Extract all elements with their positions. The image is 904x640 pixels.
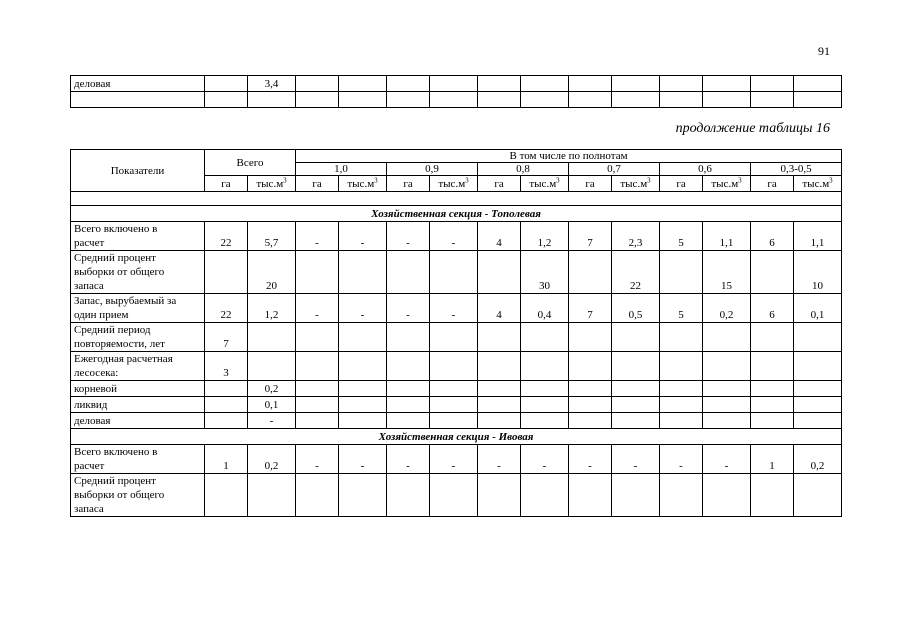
table-cell (521, 352, 569, 381)
table-cell (205, 251, 248, 294)
row-label: Средний процент выборки от общего запаса (71, 474, 205, 517)
table-cell (703, 474, 751, 517)
header-density: 0,7 (569, 163, 660, 176)
table-cell (339, 474, 387, 517)
table-cell (478, 474, 521, 517)
table-cell: 20 (248, 251, 296, 294)
table-cell (478, 352, 521, 381)
header-unit-volume: $тыс.м^3$ (794, 176, 842, 192)
table-cell: - (339, 445, 387, 474)
table-cell: - (296, 445, 339, 474)
row-label: Запас, вырубаемый за один прием (71, 294, 205, 323)
table-cell (478, 251, 521, 294)
table-cell (569, 381, 612, 397)
table-row (71, 474, 842, 517)
table-cell (478, 323, 521, 352)
header-density: 0,3-0,5 (751, 163, 842, 176)
table-cell: 22 (205, 222, 248, 251)
table-cell: 6 (751, 294, 794, 323)
table-cell (703, 413, 751, 429)
header-unit-ha: га (660, 176, 703, 192)
table-cell (339, 397, 387, 413)
table-cell: 10 (794, 251, 842, 294)
table-cell (794, 474, 842, 517)
table-row (71, 445, 842, 474)
table-cell (430, 352, 478, 381)
table-cell: 6 (751, 222, 794, 251)
table-cell (751, 474, 794, 517)
table-cell (612, 352, 660, 381)
table-cell: - (569, 445, 612, 474)
table-cell: - (339, 222, 387, 251)
table-cell: - (296, 222, 339, 251)
table-cell (703, 352, 751, 381)
table-cell: 1,1 (794, 222, 842, 251)
header-unit-ha: га (387, 176, 430, 192)
table-cell (387, 323, 430, 352)
table-cell (521, 381, 569, 397)
table-cell: - (248, 413, 296, 429)
table-cell (430, 381, 478, 397)
header-unit-ha: га (569, 176, 612, 192)
table-cell: 22 (612, 251, 660, 294)
table-cell (569, 352, 612, 381)
table-cell (703, 397, 751, 413)
table-cell (296, 413, 339, 429)
table-cell (296, 474, 339, 517)
table-cell (751, 251, 794, 294)
table-cell (660, 381, 703, 397)
table-cell: 5,7 (248, 222, 296, 251)
table-cell: 1 (205, 445, 248, 474)
table-row (71, 397, 842, 413)
table-cell (387, 397, 430, 413)
table-cell: 0,1 (794, 294, 842, 323)
header-unit-ha: га (751, 176, 794, 192)
table-cell (569, 413, 612, 429)
table-cell: 1,2 (248, 294, 296, 323)
table-cell: 0,2 (703, 294, 751, 323)
header-density: 0,6 (660, 163, 751, 176)
table-cell (430, 413, 478, 429)
header-unit-volume: $тыс.м^3$ (612, 176, 660, 192)
row-label: Всего включено в расчет (71, 222, 205, 251)
table-cell: 15 (703, 251, 751, 294)
table-cell (339, 323, 387, 352)
row-label: Ежегодная расчетная лесосека: (71, 352, 205, 381)
table-cell: 1,2 (521, 222, 569, 251)
table-cell (569, 251, 612, 294)
header-by-density: В том числе по полнотам (296, 150, 842, 163)
table-cell (660, 397, 703, 413)
table-cell: - (387, 294, 430, 323)
table-cell: - (478, 445, 521, 474)
header-density: 0,9 (387, 163, 478, 176)
table-cell (703, 323, 751, 352)
table-cell: - (703, 445, 751, 474)
table-cell (339, 413, 387, 429)
table-cell (660, 323, 703, 352)
table-cell: - (387, 222, 430, 251)
header-density: 1,0 (296, 163, 387, 176)
table-cell (205, 413, 248, 429)
table-cell (612, 381, 660, 397)
table-cell: 5 (660, 222, 703, 251)
table-cell (794, 381, 842, 397)
table-cell: 1 (751, 445, 794, 474)
table-cell: 4 (478, 294, 521, 323)
header-unit-volume: $тыс.м^3$ (430, 176, 478, 192)
table-cell: - (612, 445, 660, 474)
table-cell (521, 323, 569, 352)
table-cell: 22 (205, 294, 248, 323)
table-cell (387, 381, 430, 397)
blank-row (71, 192, 842, 206)
table-cell (248, 323, 296, 352)
header-indicators: Показатели (71, 150, 205, 192)
table-cell (296, 323, 339, 352)
table-cell (521, 413, 569, 429)
table-row (71, 381, 842, 397)
page-number: 91 (818, 44, 830, 58)
table-cell: 1,1 (703, 222, 751, 251)
row-value: 3,4 (248, 76, 296, 92)
table-cell (794, 397, 842, 413)
table-cell: - (521, 445, 569, 474)
table-fragment-top (70, 75, 842, 108)
table-cell (569, 397, 612, 413)
table-row (71, 251, 842, 294)
table-cell: 3 (205, 352, 248, 381)
header-unit-volume: $тыс.м^3$ (339, 176, 387, 192)
table-cell (478, 381, 521, 397)
table-cell: 2,3 (612, 222, 660, 251)
table-cell (612, 323, 660, 352)
table-cell (430, 474, 478, 517)
table-cell: - (387, 445, 430, 474)
table-cell (660, 413, 703, 429)
table-row (71, 76, 842, 92)
table-cell (478, 413, 521, 429)
table-cell: 4 (478, 222, 521, 251)
table-cell: 0,2 (248, 381, 296, 397)
table-cell (612, 474, 660, 517)
table-cell: 0,2 (248, 445, 296, 474)
section-title: Хозяйственная секция - Тополевая (71, 206, 842, 222)
section-title: Хозяйственная секция - Ивовая (71, 429, 842, 445)
table-cell (660, 352, 703, 381)
table-cell (387, 413, 430, 429)
table-cell (387, 251, 430, 294)
table-cell (296, 381, 339, 397)
table-cell: 30 (521, 251, 569, 294)
table-cell (387, 474, 430, 517)
table-cell (660, 474, 703, 517)
table-cell: - (430, 294, 478, 323)
table-cell (521, 397, 569, 413)
row-label: корневой (71, 381, 205, 397)
table-cell (339, 381, 387, 397)
table-cell (612, 397, 660, 413)
main-table (70, 149, 842, 517)
table-cell (296, 397, 339, 413)
table-cell (339, 251, 387, 294)
table-cell (521, 474, 569, 517)
header-unit-volume: $тыс.м^3$ (703, 176, 751, 192)
row-label: Всего включено в расчет (71, 445, 205, 474)
row-label: деловая (71, 76, 205, 92)
table-cell (569, 323, 612, 352)
table-cell: 7 (569, 222, 612, 251)
table-cell (296, 251, 339, 294)
table-cell (751, 352, 794, 381)
header-unit-ha: га (296, 176, 339, 192)
table-row (71, 323, 842, 352)
table-cell: 0,4 (521, 294, 569, 323)
table-cell: - (339, 294, 387, 323)
table-row (71, 352, 842, 381)
table-cell (751, 323, 794, 352)
table-cell (612, 413, 660, 429)
table-cell (296, 352, 339, 381)
table-cell (660, 251, 703, 294)
table-cell: 0,5 (612, 294, 660, 323)
header-total: Всего (205, 150, 296, 176)
table-row (71, 222, 842, 251)
table-cell: - (296, 294, 339, 323)
table-cell (794, 413, 842, 429)
table-row (71, 413, 842, 429)
table-row (71, 92, 842, 108)
header-unit-volume: $тыс.м^3$ (248, 176, 296, 192)
table-cell (205, 381, 248, 397)
row-label: Средний процент выборки от общего запаса (71, 251, 205, 294)
table-cell (248, 474, 296, 517)
table-cell (703, 381, 751, 397)
header-unit-ha: га (478, 176, 521, 192)
table-cell (205, 474, 248, 517)
table-cell (478, 397, 521, 413)
header-unit-ha: га (205, 176, 248, 192)
table-cell: 0,2 (794, 445, 842, 474)
table-cell (751, 413, 794, 429)
table-cell: 7 (205, 323, 248, 352)
table-cell (205, 397, 248, 413)
header-unit-volume: $тыс.м^3$ (521, 176, 569, 192)
table-cell (794, 323, 842, 352)
table-cell: 7 (569, 294, 612, 323)
table-cell: - (430, 222, 478, 251)
section-row (71, 206, 842, 222)
table-cell: - (660, 445, 703, 474)
row-label: Средний период повторяемости, лет (71, 323, 205, 352)
row-label: ликвид (71, 397, 205, 413)
header-density: 0,8 (478, 163, 569, 176)
table-cell: - (430, 445, 478, 474)
table-cell: 5 (660, 294, 703, 323)
table-cell (751, 397, 794, 413)
table-cell: 0,1 (248, 397, 296, 413)
table-cell (248, 352, 296, 381)
table-cell (387, 352, 430, 381)
table-cell (569, 474, 612, 517)
continuation-title: продолжение таблицы 16 (675, 121, 830, 136)
table-row (71, 294, 842, 323)
table-cell (751, 381, 794, 397)
table-cell (794, 352, 842, 381)
table-cell (430, 397, 478, 413)
table-cell (430, 323, 478, 352)
table-cell (430, 251, 478, 294)
table-cell (339, 352, 387, 381)
row-label: деловая (71, 413, 205, 429)
section-row (71, 429, 842, 445)
